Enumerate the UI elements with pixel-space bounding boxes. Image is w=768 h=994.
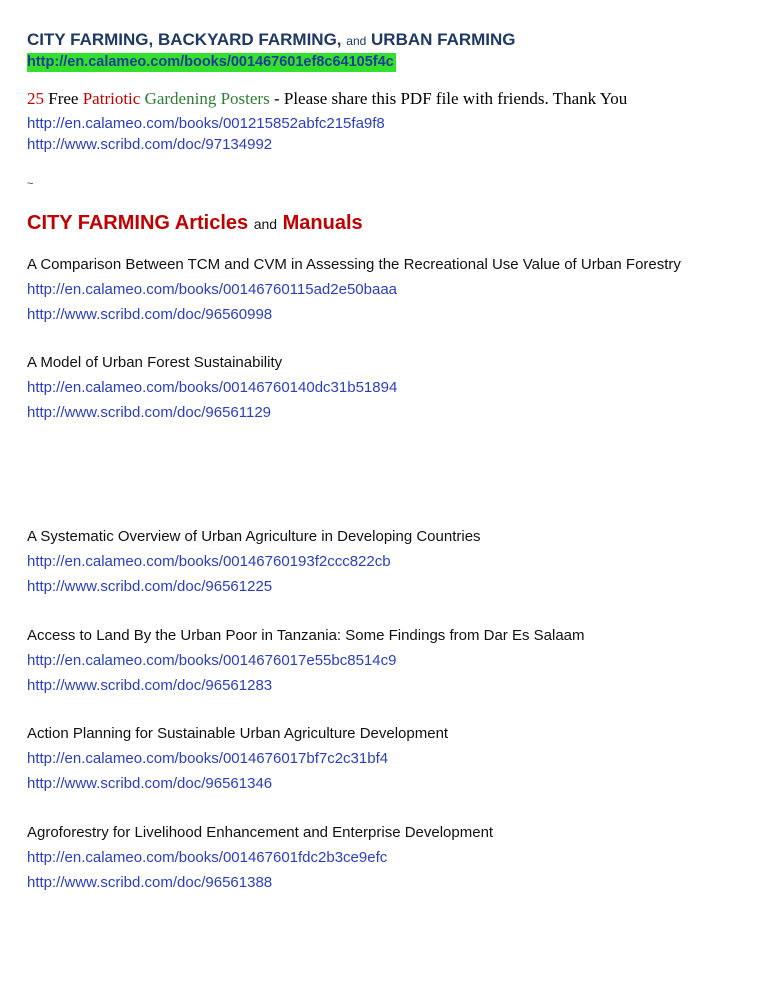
article-title: Agroforestry for Livelihood Enhancement and Enterprise Development bbox=[27, 824, 494, 841]
posters-count: 25 bbox=[27, 89, 44, 108]
article-title: A Systematic Overview of Urban Agriculture in Developing Countries bbox=[27, 528, 481, 545]
section-heading-and: and bbox=[253, 216, 278, 232]
article-calameo-link[interactable]: http://en.calameo.com/books/00146760140dc31b51894 bbox=[27, 379, 398, 396]
article-calameo-link[interactable]: http://en.calameo.com/books/001467601fdc2b3ce9efc bbox=[27, 849, 388, 866]
section-heading bbox=[27, 212, 363, 235]
article-title: Access to Land By the Urban Poor in Tanzania: Some Findings from Dar Es Salaam bbox=[27, 627, 585, 644]
article-scribd-link[interactable]: http://www.scribd.com/doc/96561283 bbox=[27, 677, 273, 694]
posters-calameo-link[interactable]: http://en.calameo.com/books/001215852abfc215fa9f8 bbox=[27, 115, 385, 132]
posters-scribd-link[interactable]: http://www.scribd.com/doc/97134992 bbox=[27, 136, 273, 153]
article-scribd-link[interactable]: http://www.scribd.com/doc/96561129 bbox=[27, 404, 272, 421]
posters-patriotic: Patriotic bbox=[82, 89, 141, 108]
article-scribd-link[interactable]: http://www.scribd.com/doc/96560998 bbox=[27, 306, 273, 323]
section-heading-part2: Manuals bbox=[282, 212, 363, 234]
tilde-mark: ~ bbox=[27, 178, 34, 190]
article-scribd-link[interactable]: http://www.scribd.com/doc/96561225 bbox=[27, 578, 273, 595]
article-title: A Comparison Between TCM and CVM in Assessing the Recreational Use Value of Urban Forestry bbox=[27, 256, 681, 273]
document-header bbox=[27, 30, 516, 50]
article-scribd-link[interactable]: http://www.scribd.com/doc/96561388 bbox=[27, 874, 273, 891]
section-heading-part1: CITY FARMING Articles bbox=[27, 212, 249, 234]
posters-free: Free bbox=[48, 89, 79, 108]
article-calameo-link[interactable]: http://en.calameo.com/books/00146760193f2ccc822cb bbox=[27, 553, 391, 570]
article-calameo-link[interactable]: http://en.calameo.com/books/0014676017bf7c2c31bf4 bbox=[27, 750, 389, 767]
article-scribd-link[interactable]: http://www.scribd.com/doc/96561346 bbox=[27, 775, 273, 792]
header-title-and: and bbox=[346, 34, 367, 48]
article-calameo-link[interactable]: http://en.calameo.com/books/00146760115ad2e50baaa bbox=[27, 281, 398, 298]
article-title: A Model of Urban Forest Sustainability bbox=[27, 354, 283, 371]
posters-gardening: Gardening Posters bbox=[144, 89, 270, 108]
article-calameo-link[interactable]: http://en.calameo.com/books/0014676017e55bc8514c9 bbox=[27, 652, 397, 669]
article-title: Action Planning for Sustainable Urban Agriculture Development bbox=[27, 725, 449, 742]
header-title-part1: CITY FARMING, BACKYARD FARMING, bbox=[27, 30, 342, 49]
posters-note: - Please share this PDF file with friends. Thank You bbox=[273, 89, 628, 108]
header-title-part2: URBAN FARMING bbox=[371, 30, 516, 49]
posters-line bbox=[27, 89, 627, 109]
header-highlight-link[interactable]: http://en.calameo.com/books/001467601ef8c64105f4c bbox=[27, 54, 394, 70]
